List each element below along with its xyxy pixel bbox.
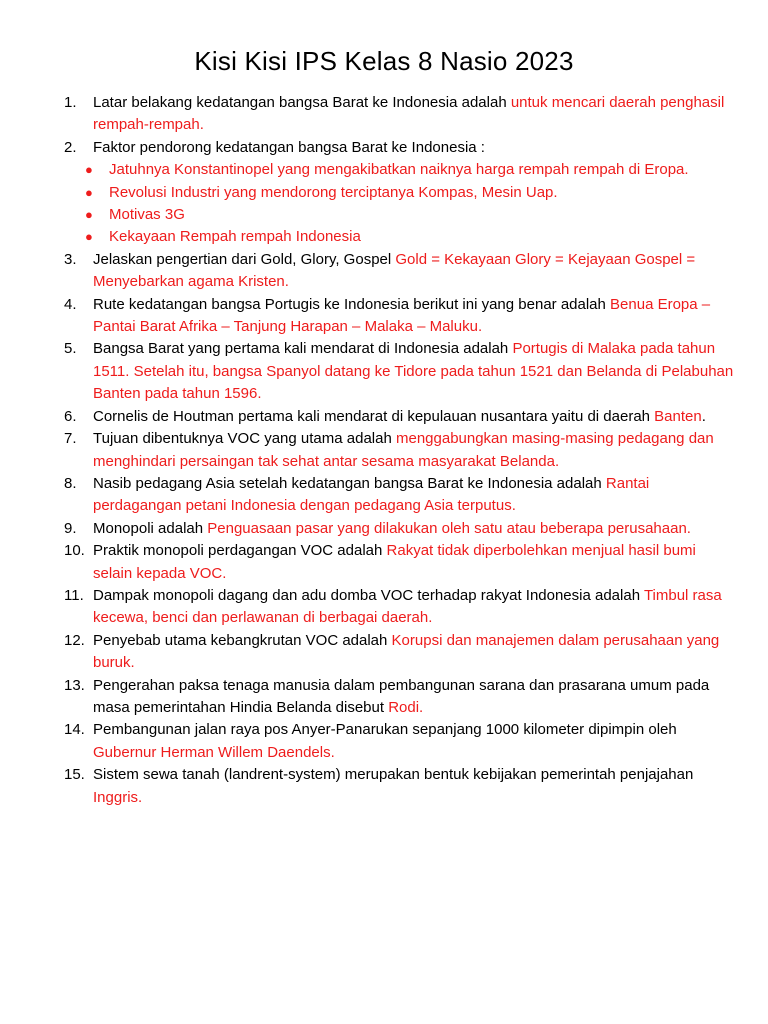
question-text: Dampak monopoli dagang dan adu domba VOC terhadap rakyat Indonesia adalah: [93, 586, 644, 604]
answer-text: Gold = Kekayaan Glory = Kejayaan Gospel = Menyebarkan agama Kristen.: [93, 250, 696, 291]
answer-text: Rakyat tidak diperbolehkan menjual hasil bumi selain kepada VOC.: [93, 542, 696, 582]
bullet-dot-icon: ●: [85, 184, 93, 200]
question-text: Pengerahan paksa tenaga manusia dalam pembangunan sarana dan prasarana umum pada masa pemerintahan Hindia Belanda disebut: [93, 676, 710, 716]
item-number: 15.: [64, 766, 85, 784]
item-number: 3.: [64, 250, 77, 268]
question-text: Tujuan dibentuknya VOC yang utama adalah: [93, 430, 396, 448]
item-number: 11.: [64, 586, 84, 604]
item-number: 12.: [64, 631, 85, 649]
list-item: [64, 338, 736, 405]
bullet-item: [64, 226, 736, 248]
list-item: [64, 518, 736, 540]
item-number: 10.: [64, 542, 85, 560]
answer-text: Banten: [654, 407, 702, 425]
bullet-item: [64, 182, 736, 204]
answer-text: Revolusi Industri yang mendorong terciptanya Kompas, Mesin Uap.: [109, 183, 558, 201]
question-text: Nasib pedagang Asia setelah kedatangan bangsa Barat ke Indonesia adalah: [93, 474, 606, 492]
item-number: 14.: [64, 721, 85, 739]
question-text: Bangsa Barat yang pertama kali mendarat di Indonesia adalah: [93, 340, 513, 358]
item-number: 8.: [64, 474, 77, 492]
answer-text: Portugis di Malaka pada tahun 1511. Setelah itu, bangsa Spanyol datang ke Tidore pada tahun 1521 dan Belanda di Pelabuhan Banten pada tahun 1596.: [93, 340, 734, 403]
bullet-item: [64, 204, 736, 226]
question-text: Faktor pendorong kedatangan bangsa Barat ke Indonesia :: [93, 138, 485, 156]
list-item: [64, 719, 736, 764]
list-item: [64, 675, 736, 720]
item-number: 4.: [64, 295, 77, 313]
answer-text: Timbul rasa kecewa, benci dan perlawanan di berbagai daerah.: [93, 586, 722, 627]
question-text: Monopoli adalah: [93, 519, 208, 537]
list-item: [64, 764, 736, 809]
answer-text: untuk mencari daerah penghasil rempah-rempah.: [93, 94, 725, 134]
item-number: 1.: [64, 94, 77, 111]
list-item: [64, 540, 736, 585]
answer-text: Rodi.: [388, 698, 424, 716]
answer-text: Inggris.: [93, 788, 143, 806]
list-item: [64, 428, 736, 473]
question-text: Penyebab utama kebangkrutan VOC adalah: [93, 631, 392, 649]
answer-text: Penguasaan pasar yang dilakukan oleh satu atau beberapa perusahaan.: [207, 519, 691, 537]
bullet-dot-icon: ●: [85, 229, 93, 245]
answer-text: Gubernur Herman Willem Daendels.: [93, 743, 335, 761]
answer-text: Benua Eropa – Pantai Barat Afrika – Tanjung Harapan – Malaka – Maluku.: [93, 295, 711, 336]
question-text: Sistem sewa tanah (landrent-system) merupakan bentuk kebijakan pemerintah penjajahan: [93, 766, 694, 784]
answer-text: Motivas 3G: [109, 206, 185, 224]
list-item: [64, 137, 736, 159]
question-text: Latar belakang kedatangan bangsa Barat ke Indonesia adalah: [93, 94, 511, 111]
bullet-dot-icon: ●: [85, 207, 93, 223]
answer-text: Jatuhnya Konstantinopel yang mengakibatkan naiknya harga rempah rempah di Eropa.: [109, 161, 689, 179]
answer-tail: .: [701, 407, 706, 425]
list-item: [64, 406, 736, 428]
question-text: Jelaskan pengertian dari Gold, Glory, Gospel: [93, 250, 396, 268]
bullet-list: [64, 159, 736, 249]
item-number: 5.: [64, 340, 77, 358]
item-number: 13.: [64, 676, 85, 694]
question-text: Praktik monopoli perdagangan VOC adalah: [93, 542, 387, 560]
list-item: [64, 630, 736, 675]
list-item: [64, 92, 736, 137]
question-text: Pembangunan jalan raya pos Anyer-Panarukan sepanjang 1000 kilometer dipimpin oleh: [93, 721, 677, 739]
list-item: [64, 294, 736, 339]
question-list: [64, 92, 736, 809]
item-number: 6.: [64, 407, 77, 425]
item-number: 2.: [64, 138, 77, 156]
list-item: [64, 249, 736, 294]
item-number: 7.: [64, 430, 77, 448]
item-number: 9.: [64, 519, 77, 537]
answer-text: Korupsi dan manajemen dalam perusahaan yang buruk.: [93, 631, 720, 672]
answer-text: Kekayaan Rempah rempah Indonesia: [109, 228, 361, 246]
answer-text: menggabungkan masing-masing pedagang dan menghindari persaingan tak sehat antar sesama masyarakat Belanda.: [93, 430, 714, 470]
list-item: [64, 585, 736, 630]
list-item: [64, 473, 736, 518]
answer-text: Rantai perdagangan petani Indonesia dengan pedagang Asia terputus.: [93, 474, 650, 515]
question-text: Rute kedatangan bangsa Portugis ke Indonesia berikut ini yang benar adalah: [93, 295, 611, 313]
page-title: Kisi Kisi IPS Kelas 8 Nasio 2023: [194, 46, 574, 76]
bullet-dot-icon: ●: [85, 162, 93, 178]
bullet-item: [64, 159, 736, 181]
question-text: Cornelis de Houtman pertama kali mendarat di kepulauan nusantara yaitu di daerah: [93, 407, 655, 425]
